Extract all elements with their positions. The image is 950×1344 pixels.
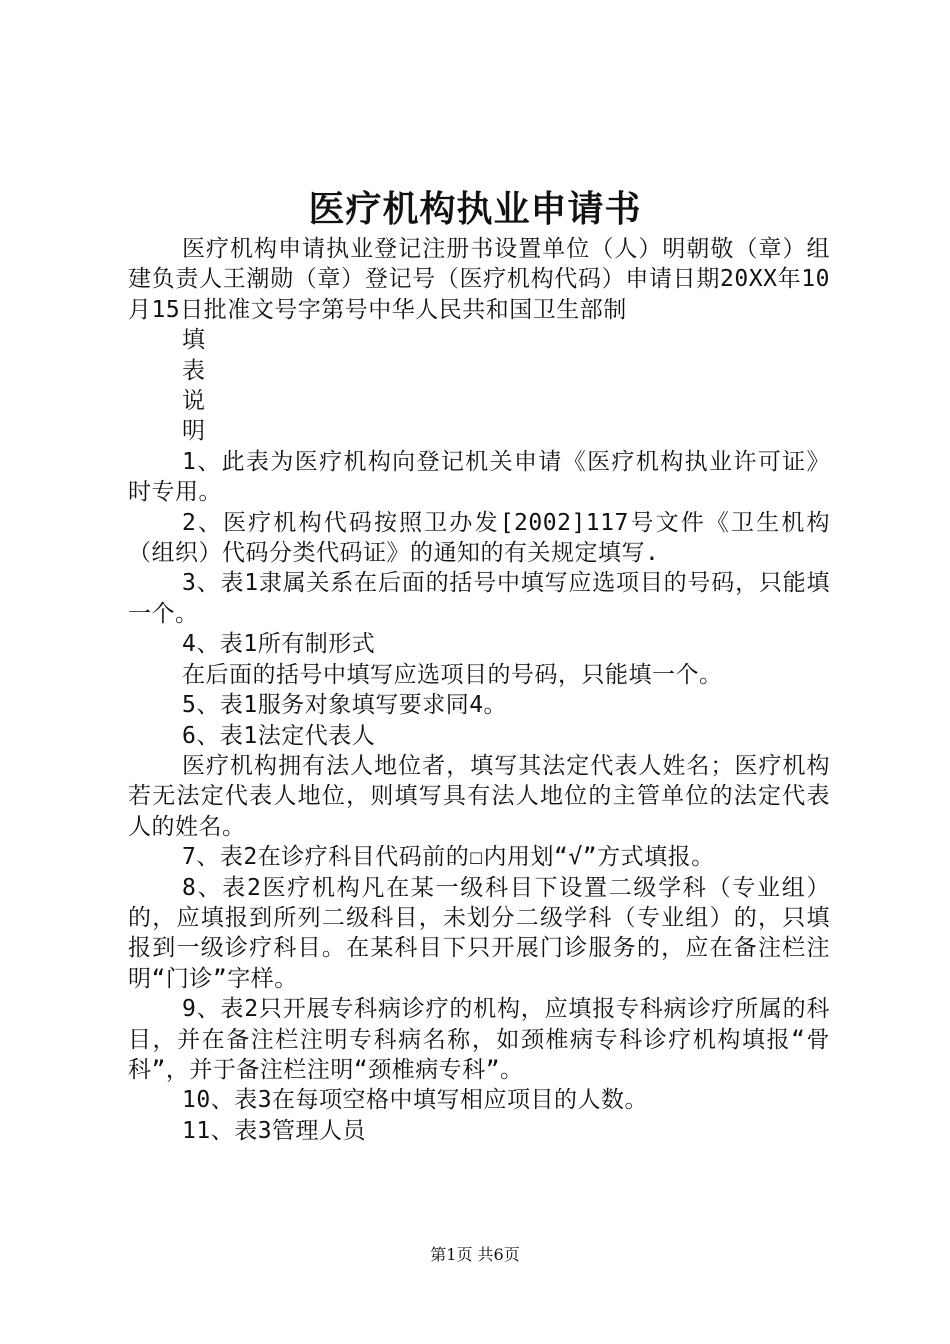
instruction-item-9: 9、表2只开展专科病诊疗的机构，应填报专科病诊疗所属的科目，并在备注栏注明专科病名称，如颈椎病专科诊疗机构填报“骨科”，并于备注栏注明“颈椎病专科”。 [128, 996, 830, 1083]
instruction-item-6-detail: 医疗机构拥有法人地位者，填写其法定代表人姓名；医疗机构若无法定代表人地位，则填写具有法人地位的主管单位的法定代表人的姓名。 [128, 752, 830, 840]
instruction-item-11: 11、表3管理人员 [182, 1117, 367, 1144]
document-title: 医疗机构执业申请书 [308, 188, 642, 230]
vertical-heading-char: 说 [182, 388, 206, 415]
instruction-item-1: 1、此表为医疗机构向登记机关申请《医疗机构执业许可证》时专用。 [128, 448, 830, 506]
intro-paragraph: 医疗机构申请执业登记注册书设置单位（人）明朝敬（章）组建负责人王潮勋（章）登记号（医疗机构代码）申请日期20XX年10月15日批准文号字第号中华人民共和国卫生部制 [128, 236, 830, 323]
vertical-heading [128, 325, 830, 447]
instruction-item-10: 10、表3在每项空格中填写相应项目的人数。 [182, 1087, 649, 1114]
instruction-item-2: 2、医疗机构代码按照卫办发[2002]117号文件《卫生机构（组织）代码分类代码证》的通知的有关规定填写. [128, 509, 830, 567]
vertical-heading-char: 表 [182, 357, 206, 384]
vertical-heading-char: 填 [182, 327, 206, 354]
instruction-item-8: 8、表2医疗机构凡在某一级科目下设置二级学科（专业组）的，应填报到所列二级科目，未划分二级学科（专业组）的，只填报到一级诊疗科目。在某科目下只开展门诊服务的，应在备注栏注明“门诊”字样。 [128, 874, 830, 992]
page-footer: 第1页 共6页 [430, 1245, 520, 1264]
vertical-heading-char: 明 [182, 418, 206, 445]
instruction-item-4-detail: 在后面的括号中填写应选项目的号码，只能填一个。 [182, 661, 723, 688]
instruction-item-5: 5、表1服务对象填写要求同4。 [182, 692, 508, 719]
instruction-item-7: 7、表2在诊疗科目代码前的☐内用划“√”方式填报。 [182, 844, 715, 871]
document-body [128, 234, 830, 1146]
instruction-item-4: 4、表1所有制形式 [182, 631, 376, 658]
instruction-item-6: 6、表1法定代表人 [182, 722, 376, 749]
instruction-item-3: 3、表1隶属关系在后面的括号中填写应选项目的号码，只能填一个。 [128, 570, 830, 627]
